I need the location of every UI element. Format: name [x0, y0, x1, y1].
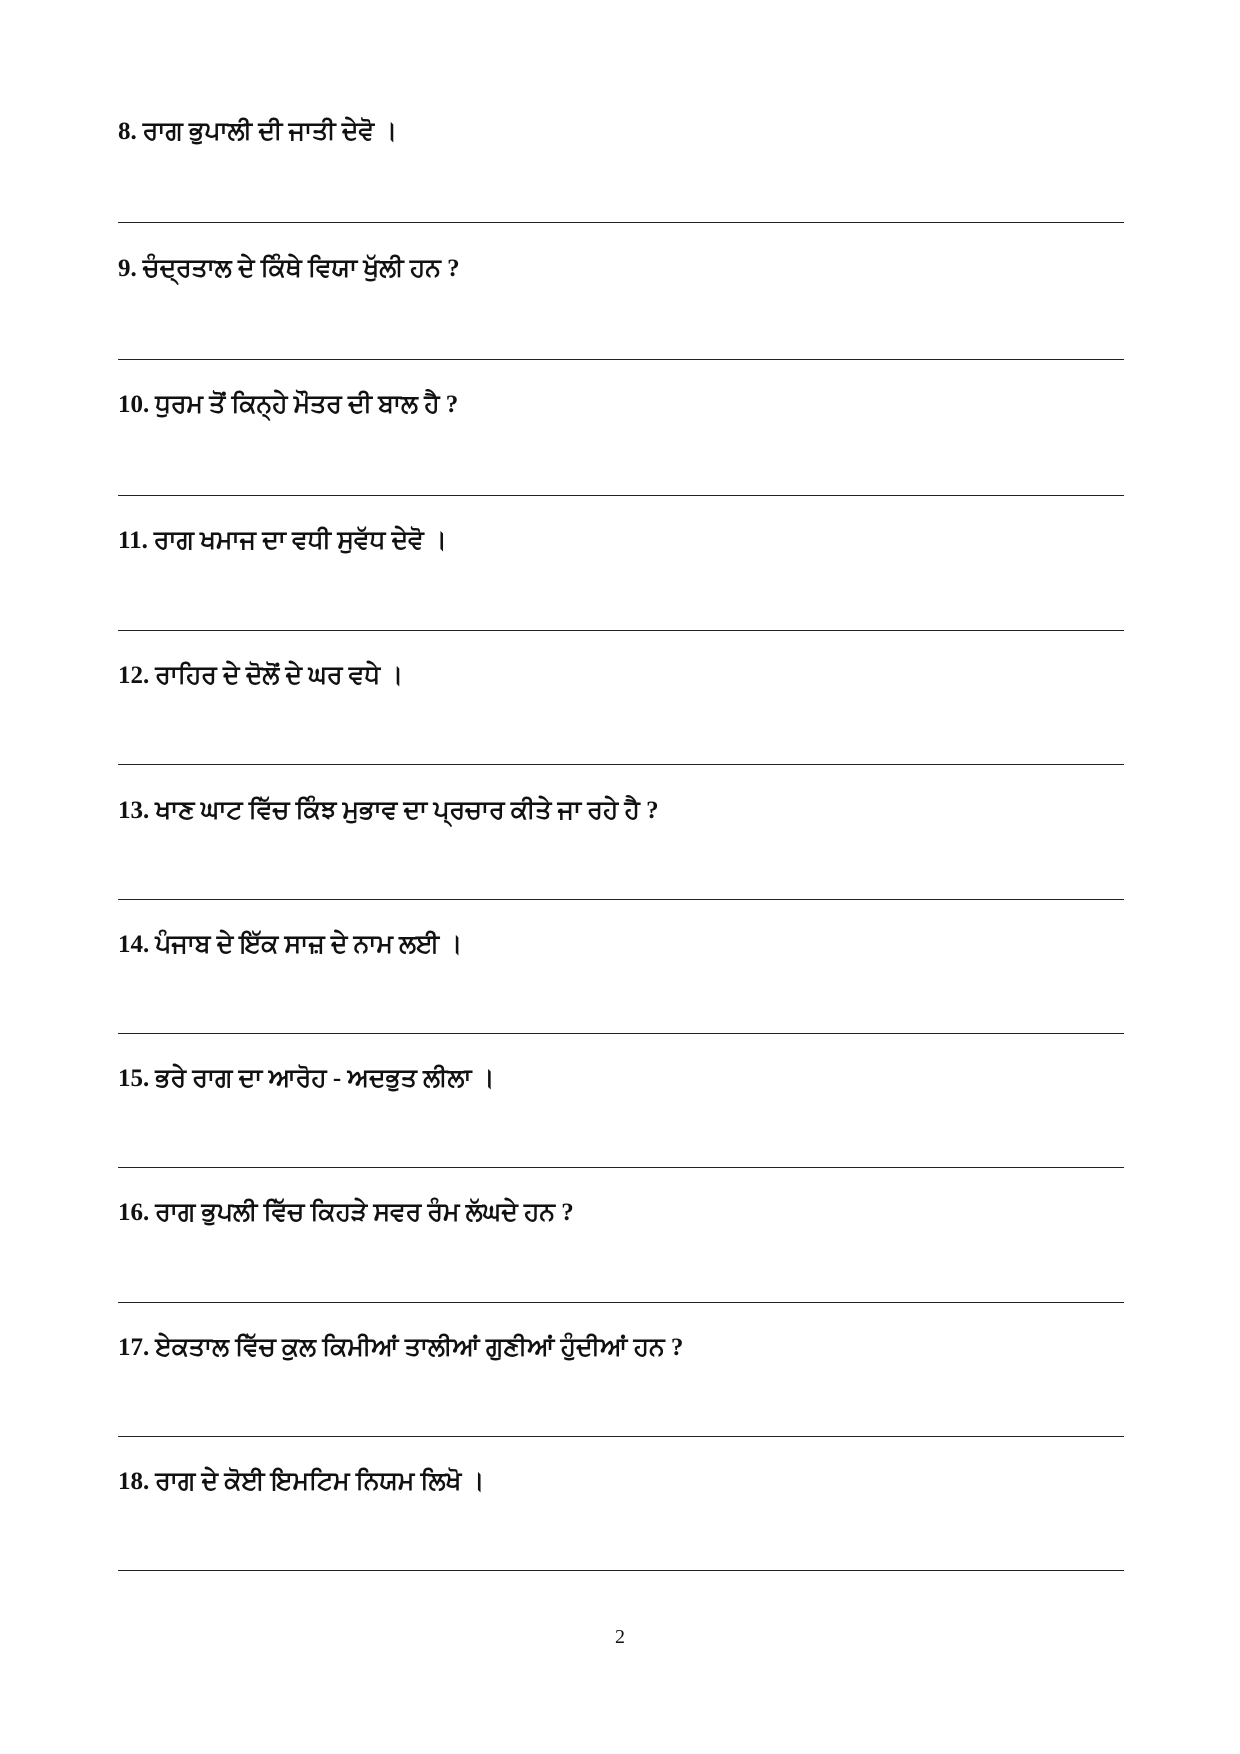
- answer-line: [118, 359, 1124, 360]
- answer-line: [118, 1167, 1124, 1168]
- question-16: [118, 1197, 574, 1229]
- question-number: 17.: [118, 1334, 150, 1361]
- question-text: ਰਾਗ ਖਮਾਜ ਦਾ ਵਧੀ ਸੁਵੱਧ ਦੇਵੋ ।: [153, 527, 447, 554]
- question-12: [118, 660, 403, 692]
- question-number: 11.: [118, 527, 148, 554]
- question-text: ਰਾਹਿਰ ਦੇ ਦੋਲੋਂ ਦੇ ਘਰ ਵਧੇ ।: [155, 662, 404, 689]
- question-18: [118, 1466, 484, 1498]
- question-number: 10.: [118, 391, 150, 418]
- question-17: [118, 1332, 683, 1364]
- answer-line: [118, 899, 1124, 900]
- question-text: ਰਾਗ ਭੁਪਲੀ ਵਿੱਚ ਕਿਹੜੇ ਸਵਰ ਰੰਮ ਲੱਘਦੇ ਹਨ ?: [155, 1199, 574, 1226]
- question-text: ਏਕਤਾਲ ਵਿੱਚ ਕੁਲ ਕਿਮੀਆਂ ਤਾਲੀਆਂ ਗੁਣੀਆਂ ਹੁੰਦੀਆਂ ਹਨ ?: [155, 1334, 684, 1361]
- answer-line: [118, 1436, 1124, 1437]
- question-11: [118, 525, 447, 557]
- answer-line: [118, 630, 1124, 631]
- answer-line: [118, 764, 1124, 765]
- question-text: ਰਾਗ ਭੁਪਾਲੀ ਦੀ ਜਾਤੀ ਦੇਵੋ ।: [142, 118, 398, 145]
- question-8: [118, 116, 397, 148]
- question-text: ਧੁਰਮ ਤੋਂ ਕਿਨ੍ਹੇ ਮੌਤਰ ਦੀ ਬਾਲ ਹੈ ?: [155, 391, 459, 418]
- question-number: 8.: [118, 118, 137, 145]
- question-9: [118, 253, 460, 285]
- question-text: ਭਰੇ ਰਾਗ ਦਾ ਆਰੋਹ - ਅਦਭੁਤ ਲੀਲਾ ।: [155, 1065, 495, 1092]
- question-text: ਖਾਣ ਘਾਟ ਵਿੱਚ ਕਿੰਝ ਮੁਭਾਵ ਦਾ ਪ੍ਰਚਾਰ ਕੀਤੇ ਜਾ ਰਹੇ ਹੈ ?: [155, 797, 659, 824]
- question-text: ਰਾਗ ਦੇ ਕੋਈ ਇਮਟਿਮ ਨਿਯਮ ਲਿਖੋ ।: [155, 1468, 485, 1495]
- question-number: 9.: [118, 255, 137, 282]
- question-10: [118, 389, 458, 421]
- question-number: 12.: [118, 662, 150, 689]
- answer-line: [118, 1302, 1124, 1303]
- question-number: 13.: [118, 797, 150, 824]
- answer-line: [118, 1033, 1124, 1034]
- question-number: 18.: [118, 1468, 150, 1495]
- question-15: [118, 1063, 495, 1095]
- answer-line: [118, 222, 1124, 223]
- question-number: 14.: [118, 931, 150, 958]
- question-number: 15.: [118, 1065, 150, 1092]
- question-13: [118, 795, 659, 827]
- question-text: ਚੰਦ੍ਰਤਾਲ ਦੇ ਕਿੰਥੇ ਵਿਯਾ ਖੁੱਲੀ ਹਨ ?: [142, 255, 460, 282]
- question-number: 16.: [118, 1199, 150, 1226]
- answer-line: [118, 1570, 1124, 1571]
- answer-line: [118, 495, 1124, 496]
- question-14: [118, 929, 462, 961]
- page-number: 2: [615, 1626, 625, 1648]
- question-text: ਪੰਜਾਬ ਦੇ ਇੱਕ ਸਾਜ਼ ਦੇ ਨਾਮ ਲਈ ।: [155, 931, 463, 958]
